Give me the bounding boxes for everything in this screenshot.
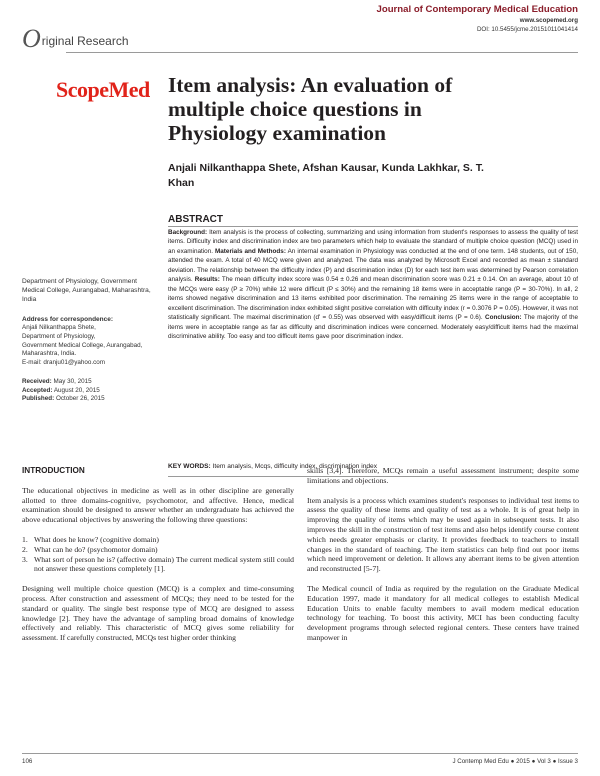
journal-doi: DOI: 10.5455/jcme.20151011041414 [476,26,578,33]
footer-separator: ● [510,758,515,765]
introduction-heading: INTRODUCTION [22,466,85,475]
article-dates [22,378,157,404]
background-label: Background: [168,229,208,236]
section-rest: riginal Research [41,34,129,48]
published-label: Published: [22,395,55,403]
paragraph: Item analysis is a process which examines student's responses to individual test items to assess the quality of these items and quality of test as a whole. It is of great help in improving the quality of items which may be used again in subsequent tests. It also improves the skill in the construction of test items and also helps identify course content which needs greater emphasis or clarity. It provides feedback to teachers to install changes in the standard of teaching. The item statistics can help find out poor items which need improvement or deletion. It allows any aberrant items to be given attention and reconstructed [5-7]. [307,495,579,574]
correspondence-heading: Address for correspondence: [22,315,114,323]
correspondence-state: Maharashtra, India. [22,350,77,358]
paragraph: The educational objectives in medicine as well as in other discipline are generally allotted to three domains-cognitive, psychomotor, and affective. Hence, medical examination should be designed to answer whether an undergraduate has achieved the above educational objectives by answering the following three questions: [22,485,294,525]
paragraph: The Medical council of India as required by the regulation on the Graduate Medical Education 1997, made it mandatory for all medical colleges to establish Medical Education Units to enable faculty members to avail modern medical education technology for teaching. To boost this activity, MCI has been conducting faculty development programs through selected regional centers. These centers have trained manpower in [307,583,579,642]
footer-year: 2015 [516,758,530,765]
page-number: 106 [22,758,33,765]
page-footer [22,758,578,765]
paragraph: skills [3,4]. Therefore, MCQs remain a useful assessment instrument; despite some limitations and objections. [307,466,579,485]
accepted-value: August 20, 2015 [53,386,100,394]
conclusion-text: The majority of the items were in acceptable range as far as difficulty and discrimination indices were concerned. Moderately easy/difficult items had the maximal discriminative ability. Too easy and too difficult items gave poor discrimination index. [168,314,579,340]
section-initial: O [22,24,41,53]
footer-journal: J Contemp Med Edu [452,758,509,765]
section-label [22,24,129,53]
accepted-label: Accepted: [22,386,53,394]
footer-separator: ● [552,758,557,765]
question-list [22,535,294,574]
methods-text: An internal examination in Physiology was conducted at the end of one term. 148 students, out of 150, attended the exam. A total of 40 MCQ were given and analyzed. The data was analyzed by Microsoft Excel and recorded as mean ± standard deviation. The relationship between the difficulty index (P) and discrimination index (D) for each test item was determined by Pearson correlation analysis. [168,247,578,284]
journal-title: Journal of Contemporary Medical Education [376,4,578,15]
affiliation: Department of Physiology, Government Medical College, Aurangabad, Maharashtra, India [22,278,151,303]
correspondence-college: Government Medical College, Aurangabad, [22,341,143,349]
correspondence-email[interactable]: E-mail: dranju01@yahoo.com [22,358,106,366]
journal-header [377,4,579,33]
footer-citation [452,758,578,765]
abstract-heading: ABSTRACT [168,214,223,225]
results-label: Results: [194,276,220,284]
footer-divider [22,753,578,754]
article-authors: Anjali Nilkanthappa Shete, Afshan Kausar, Kunda Lakhkar, S. T. Khan [168,162,484,189]
abstract-divider [168,226,578,227]
body-column-left [22,466,294,653]
keywords-text: Item analysis, Mcqs, difficulty index, discrimination index [212,463,378,470]
article-sidebar [22,278,157,404]
correspondence-dept: Department of Physiology, [22,332,96,340]
list-number: 1. [22,534,28,544]
received-date [22,378,157,387]
keywords-label: KEY WORDS: [168,463,211,470]
list-text: What does he know? (cognitive domain) [34,534,159,544]
header-divider [66,52,578,53]
publisher-logo: ScopeMed [56,77,150,102]
footer-volume: Vol 3 [537,758,551,765]
list-text: What can he do? (psychomotor domain) [34,544,158,554]
article-title: Item analysis: An evaluation of multiple choice questions in Physiology examination [168,73,453,145]
list-item [22,535,294,545]
list-number: 3. [22,554,28,564]
methods-label: Materials and Methods: [215,247,286,255]
footer-issue: Issue 3 [558,758,578,765]
conclusion-label: Conclusion: [484,314,522,322]
results-text: The mean difficulty index score was 0.54 ± 0.26 and mean discrimination score was 0.21 ± 0.14. On an average, about 10 of the MCQs were easy (P ≥ 70%) while 12 were difficult (P ≤ 30%) and the remaining 18 items were in acceptable range (P = 30-70%). In all, 2 items showed negative discrimination and 13 items exhibited poor discrimination. The remaining 25 items were in the range of acceptable to excellent discrimination. The discrimination index exhibited slight positive correlation with difficulty index (r = 0.3076 P = 0.05). However, it was not statistically significant. The maximal discrimination (d' = 0.55) was observed with easy/difficult items (P = 0.6). [168,276,579,322]
list-item [22,545,294,555]
list-item [22,555,294,575]
received-label: Received: [22,378,52,386]
background-text: Item analysis is the process of collecting, summarizing and using information from student's responses to assess the quality of test items. Difficulty index and discrimination index are two parameters which help to evaluate the standard of multiple choice question (MCQ) used in an examination. [168,229,578,255]
abstract-body [168,228,578,341]
list-text: What sort of person he is? (affective domain) The current medical system still could not answer these questions completely [1]. [34,554,294,574]
footer-separator: ● [531,758,536,765]
journal-url[interactable]: www.scopemed.org [519,17,578,24]
list-number: 2. [22,544,28,554]
correspondence-name: Anjali Nilkanthappa Shete, [22,324,96,332]
accepted-date [22,387,157,396]
received-value: May 30, 2015 [53,378,92,386]
published-date [22,395,157,404]
paragraph: Designing well multiple choice question (MCQ) is a complex and time-consuming process. After construction and assessment of MCQs; they need to be tested for the standard or quality. The single best response type of MCQ are designed to assess knowledge [2]. They have the advantage of sampling broad domains of knowledge effectively and reliably. This characteristic of MCQ gives some reliability for assessment. If carefully constructed, MCQs test higher order thinking [22,584,294,643]
published-value: October 26, 2015 [55,395,105,403]
body-column-right [307,466,579,653]
